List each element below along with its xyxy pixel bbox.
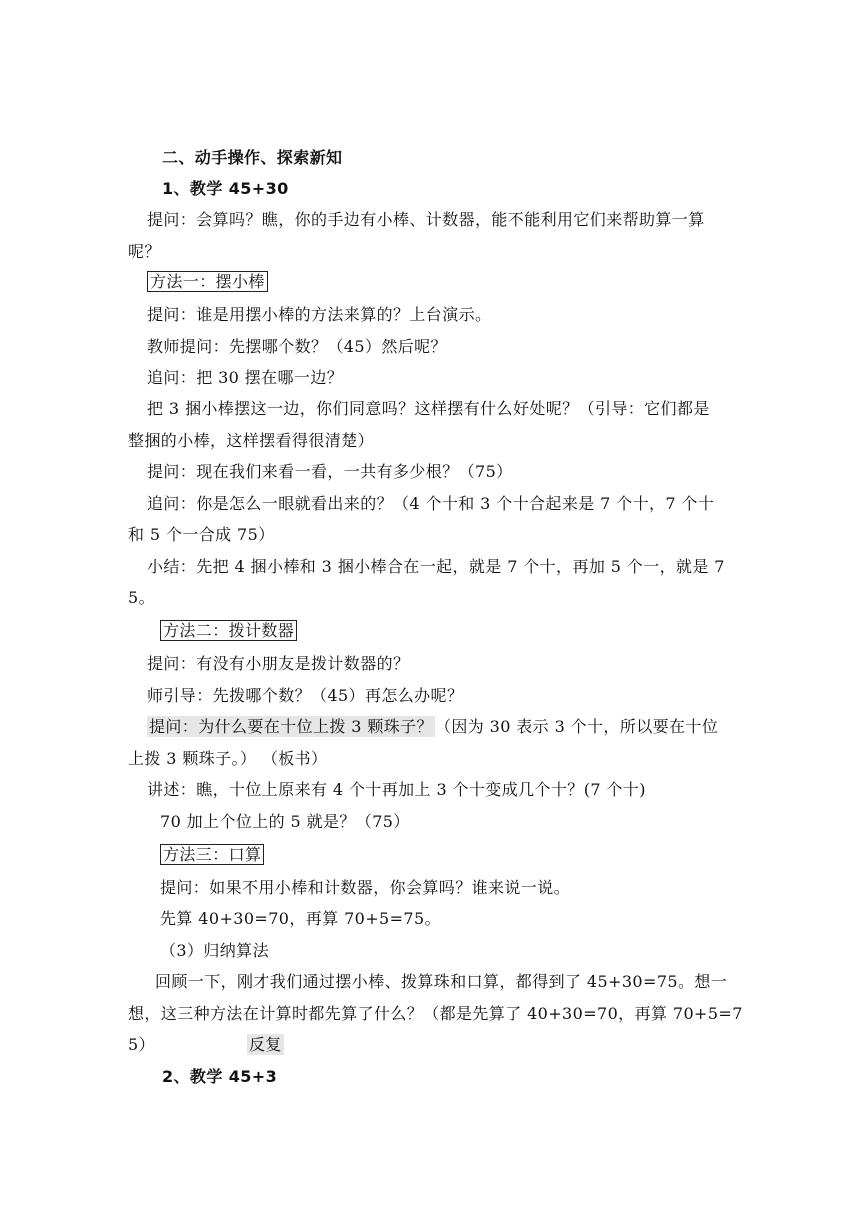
paragraph-line: 回顾一下，刚才我们通过摆小棒、拨算珠和口算，都得到了 45+30=75。想一 <box>155 972 728 991</box>
paragraph-line: 提问：现在我们来看一看，一共有多少根？（75） <box>147 462 513 481</box>
paragraph-line: 想，这三种方法在计算时都先算了什么？（都是先算了 40+30=70，再算 70+5=7 <box>128 1004 743 1023</box>
method-one-label <box>147 272 268 292</box>
paragraph-line: 教师提问：先摆哪个数？（45）然后呢？ <box>147 337 447 356</box>
paragraph-text: （因为 30 表示 3 个十，所以要在十位 <box>434 717 719 736</box>
paragraph-line: 讲述：瞧，十位上原来有 4 个十再加上 3 个十变成几个十？(7 个十) <box>147 780 646 799</box>
boxed-label: 方法三：口算 <box>160 844 264 865</box>
paragraph-line: 提问：有没有小朋友是拨计数器的？ <box>147 654 410 673</box>
heading-teach-45-30: 1、教学 45+30 <box>162 179 289 198</box>
section-title: 二、动手操作、探索新知 <box>162 148 343 167</box>
paragraph-line <box>128 1035 284 1055</box>
paragraph-line: 先算 40+30=70，再算 70+5=75。 <box>160 909 441 928</box>
boxed-label: 方法二：拨计数器 <box>160 620 297 641</box>
paragraph-line: 追问：把 30 摆在哪一边？ <box>147 368 344 387</box>
paragraph-line: 追问：你是怎么一眼就看出来的？（4 个十和 3 个十合起来是 7 个十，7 个十 <box>147 494 715 513</box>
paragraph-line: 提问：谁是用摆小棒的方法来算的？上台演示。 <box>147 305 492 324</box>
paragraph-line: 提问：会算吗？瞧，你的手边有小棒、计数器，能不能利用它们来帮助算一算 <box>147 210 705 229</box>
method-three-label <box>160 845 264 865</box>
paragraph-line: 小结：先把 4 捆小棒和 3 捆小棒合在一起，就是 7 个十，再加 5 个一，就是 7 <box>147 557 725 576</box>
paragraph-line: 整捆的小棒，这样摆看得很清楚） <box>128 431 375 450</box>
heading-teach-45-3: 2、教学 45+3 <box>162 1067 278 1086</box>
paragraph-line: 把 3 捆小棒摆这一边，你们同意吗？这样摆有什么好处呢？（引导：它们都是 <box>147 399 710 418</box>
paragraph-text: 5） <box>128 1035 155 1054</box>
highlighted-note: 反复 <box>248 1035 282 1054</box>
method-two-label <box>160 621 297 641</box>
paragraph-line: 和 5 个一合成 75） <box>128 525 275 544</box>
boxed-label: 方法一：摆小棒 <box>147 271 268 292</box>
paragraph-line: 70 加上个位上的 5 就是？（75） <box>160 812 410 831</box>
paragraph-line: 师引导：先拨哪个数？（45）再怎么办呢？ <box>147 686 464 705</box>
paragraph-line: （3）归纳算法 <box>160 941 269 960</box>
paragraph-line: 上拨 3 颗珠子。） （板书） <box>128 749 328 768</box>
paragraph-line <box>147 717 718 737</box>
paragraph-line: 5。 <box>128 588 155 607</box>
paragraph-line: 呢？ <box>128 242 161 261</box>
paragraph-line: 提问：如果不用小棒和计数器，你会算吗？谁来说一说。 <box>160 878 571 897</box>
highlighted-question: 提问：为什么要在十位上拨 3 颗珠子？ <box>149 717 433 736</box>
